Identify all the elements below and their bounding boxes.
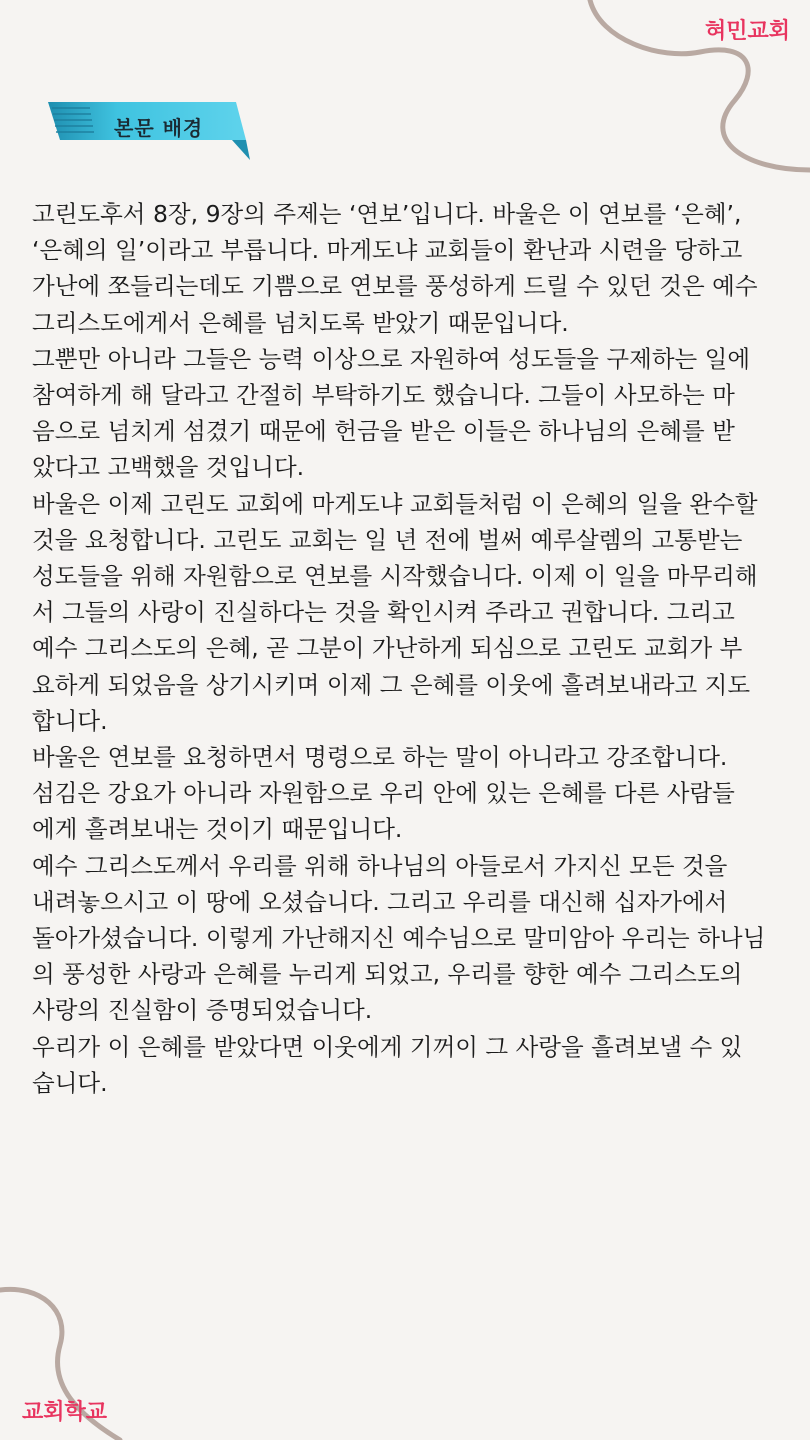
section-title: 본문 배경 xyxy=(114,116,204,140)
paragraph-1: 고린도후서 8장, 9장의 주제는 ‘연보’입니다. 바울은 이 연보를 ‘은혜’, ‘은혜의 일’이라고 부릅니다. 마게도냐 교회들이 환난과 시련을 당하고 가난에 쪼들리는데도 기쁨으로 연보를 풍성하게 드릴 수 있던 것은 예수 그리스도에게서 은혜를 넘치도록 받았기 때문입니다. xyxy=(32,200,758,337)
paragraph-4: 바울은 연보를 요청하면서 명령으로 하는 말이 아니라고 강조합니다. 섬김은 강요가 아니라 자원함으로 우리 안에 있는 은혜를 다른 사람들 에게 흘려보내는 것이기 때문입니다. xyxy=(32,743,735,844)
church-logo-top: 혀민교회 xyxy=(704,19,790,44)
paragraph-3: 바울은 이제 고린도 교회에 마게도냐 교회들처럼 이 은혜의 일을 완수할 것을 요청합니다. 고린도 교회는 일 년 전에 벌써 예루살렘의 고통받는 성도들을 위해 자원함으로 연보를 시작했습니다. 이제 이 일을 마무리해 서 그들의 사랑이 진실하다는 것을 확인시켜 주라고 권합니다. 그리고 예수 그리스도의 은혜, 곧 그분이 가난하게 되심으로 고린도 교회가 부 요하게 되었음을 상기시키며 이제 그 은혜를 이웃에 흘려보내라고 지도 합니다. xyxy=(32,489,758,735)
section-banner xyxy=(46,100,256,164)
paragraph-5: 예수 그리스도께서 우리를 위해 하나님의 아들로서 가지신 모든 것을 내려놓으시고 이 땅에 오셨습니다. 그리고 우리를 대신해 십자가에서 돌아가셨습니다. 이렇게 가난해지신 예수님으로 말미암아 우리는 하나님 의 풍성한 사랑과 은혜를 누리게 되었고, 우리를 향한 예수 그리스도의 사랑의 진실함이 증명되었습니다. xyxy=(32,851,766,1025)
church-school-logo-bottom: 교회학교 xyxy=(22,1400,108,1425)
paragraph-2: 그뿐만 아니라 그들은 능력 이상으로 자원하여 성도들을 구제하는 일에 참여하게 해 달라고 간절히 부탁하기도 했습니다. 그들이 사모하는 마 음으로 넘치게 섬겼기 때문에 헌금을 받은 이들은 하나님의 은혜를 받 았다고 고백했을 것입니다. xyxy=(32,344,751,482)
paragraph-6: 우리가 이 은혜를 받았다면 이웃에게 기꺼이 그 사랑을 흘려보낼 수 있 습니다. xyxy=(32,1032,743,1097)
article-body xyxy=(32,196,782,1101)
